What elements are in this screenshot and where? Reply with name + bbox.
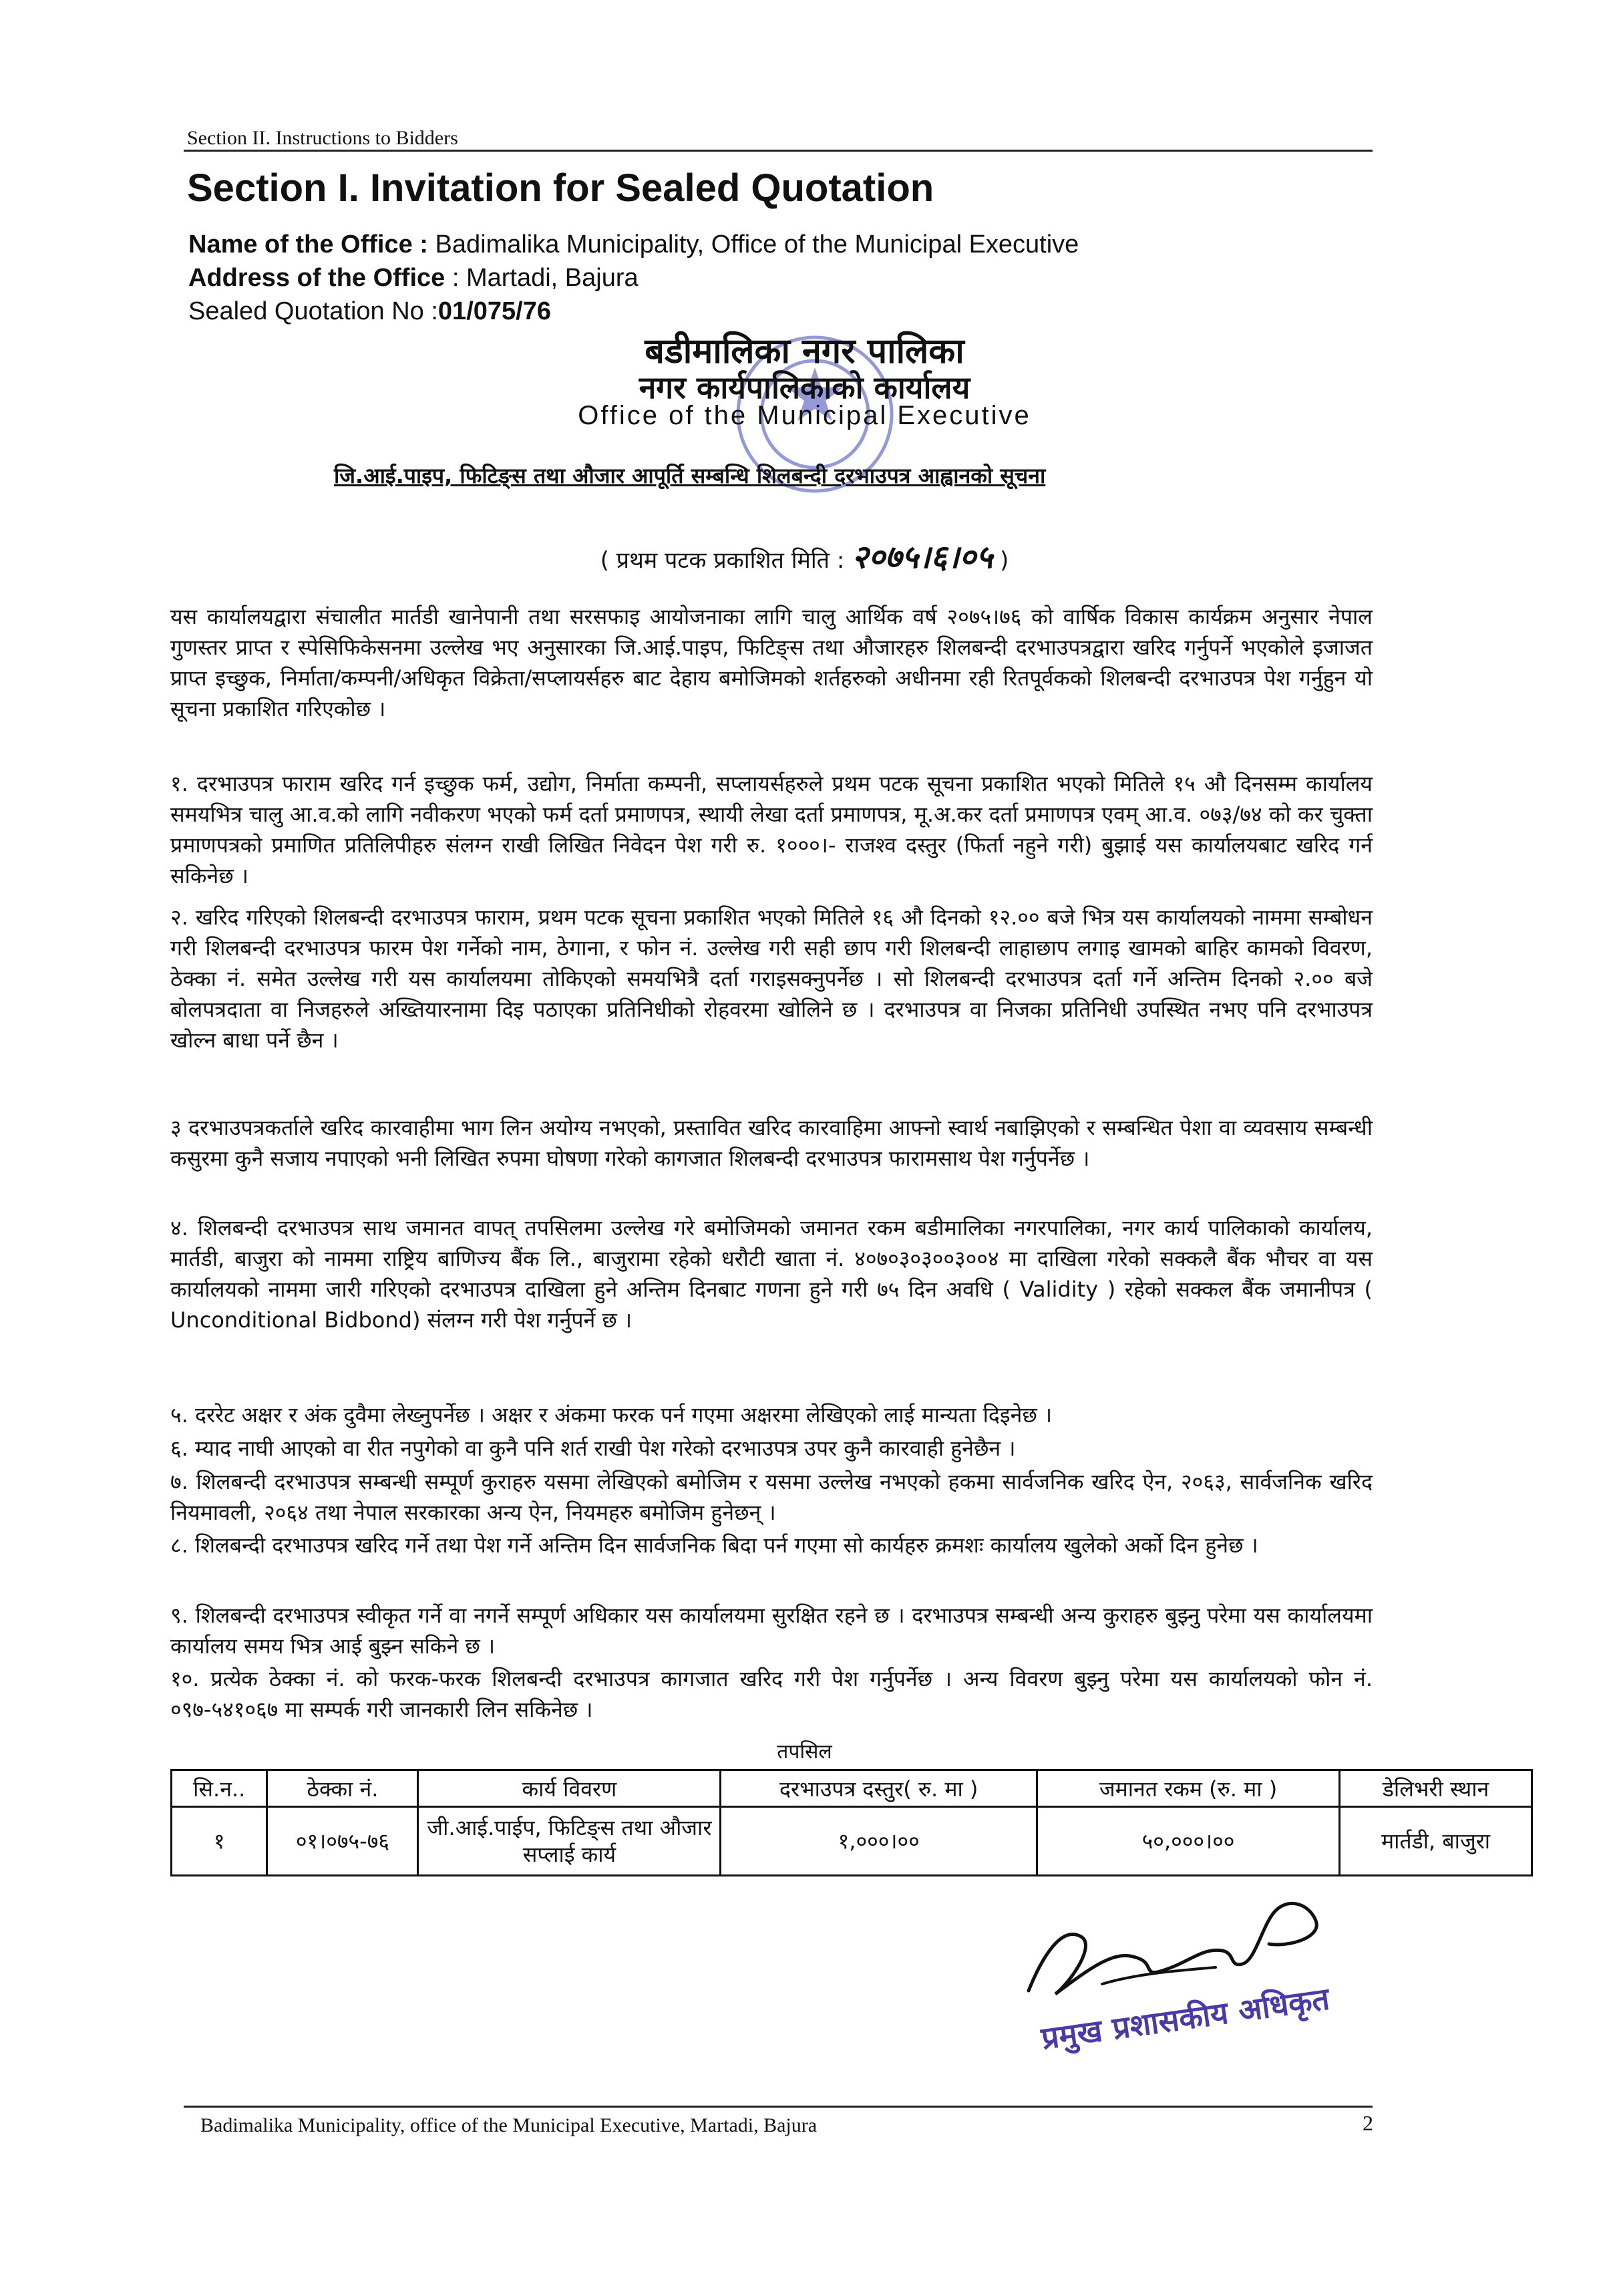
office-address-value: : Martadi, Bajura [452,264,639,292]
schedule-caption: तपसिल [777,1740,832,1764]
clause-10: १०. प्रत्येक ठेक्का नं. को फरक-फरक शिलबन्दी दरभाउपत्र कागजात खरिद गरी पेश गर्नुपर्नेछ । अन्य विवरण बुझ्नु परेमा यस कार्यालयको फोन नं. ०९७-५४१०६७ मा सम्पर्क गरी जानकारी लिन सकिनेछ । [170,1666,1373,1722]
col-header-sn: सि.न.. [172,1770,267,1807]
section-title: Section I. Invitation for Sealed Quotation [187,166,934,210]
office-address-line [188,264,639,293]
col-header-bid-fee: दरभाउपत्र दस्तुर( रु. मा ) [721,1770,1037,1807]
table-row [172,1807,1532,1876]
office-name-english: Office of the Municipal Executive [578,401,1031,430]
cell-bid-fee: १,०००।०० [721,1807,1037,1876]
cell-work-description: जी.आई.पाईप, फिटिङ्स तथा औजार सप्लाई कार्य [418,1807,721,1876]
footer-rule [184,2106,1373,2108]
quotation-number-line [188,297,551,326]
clause-3: ३ दरभाउपत्रकर्ताले खरिद कारवाहीमा भाग लिन अयोग्य नभएको, प्रस्तावित खरिद कारवाहिमा आफ्नो स्वार्थ नबाझिएको र सम्बन्धित पेशा वा व्यवसाय सम्बन्धी कसुरमा कुनै सजाय नपाएको भनी लिखित रुपमा घोषणा गरेको कागजात शिलबन्दी दरभाउपत्र फारामसाथ पेश गर्नुपर्नेछ । [170,1115,1373,1171]
schedule-table [170,1769,1533,1876]
clause-6: ६. म्याद नाघी आएको वा रीत नपुगेको वा कुनै पनि शर्त राखी पेश गरेको दरभाउपत्र उपर कुनै कारवाही हुनेछैन । [170,1436,1016,1461]
cell-sn: १ [172,1807,267,1876]
col-header-delivery-location: डेलिभरी स्थान [1340,1770,1532,1807]
office-name-line [188,230,1079,259]
clause-4: ४. शिलबन्दी दरभाउपत्र साथ जमानत वापत् तपसिलमा उल्लेख गरे बमोजिमको जमानत रकम बडीमालिका नगरपालिका, नगर कार्य पालिकाको कार्यालय, मार्तडी, बाजुरा को नाममा राष्ट्रिय बाणिज्य बैंक लि., बाजुरामा रहेको धरौटी खाता नं. ४०७०३०३००३००४ मा दाखिला गरेको सक्कलै बैंक भौचर वा यस कार्यालयको नाममा जारी गरिएको दरभाउपत्र दाखिला हुने अन्तिम दिनबाट गणना हुने गरी ७५ दिन अवधि ( Validity ) रहेको सक्कल बैंक जमानीपत्र ( Unconditional Bidbond) संलग्न गरी पेश गर्नुपर्ने छ । [170,1215,1373,1333]
office-address-label: Address of the Office [188,264,445,292]
running-header: Section II. Instructions to Bidders [187,127,458,149]
clause-5: ५. दररेट अक्षर र अंक दुवैमा लेख्नुपर्नेछ । अक्षर र अंकमा फरक पर्न गएमा अक्षरमा लेखिएको लाई मान्यता दिइनेछ । [170,1402,1053,1428]
col-header-contract-no: ठेक्का नं. [267,1770,418,1807]
clause-2: २. खरिद गरिएको शिलबन्दी दरभाउपत्र फाराम, प्रथम पटक सूचना प्रकाशित भएको मितिले १६ औ दिनको १२.०० बजे भित्र यस कार्यालयको नाममा सम्बोधन गरी शिलबन्दी दरभाउपत्र फारम पेश गर्नेको नाम, ठेगाना, र फोन नं. उल्लेख गरी सही छाप गरी शिलबन्दी लाहाछाप लगाइ खामको बाहिर कामको विवरण, ठेक्का नं. समेत उल्लेख गरी यस कार्यालयमा तोकिएको समयभित्रै दर्ता गराइसक्नुपर्नेछ । सो शिलबन्दी दरभाउपत्र दर्ता गर्ने अन्तिम दिनको २.०० बजे बोलपत्रदाता वा निजहरुले अख्तियारनामा दिइ पठाएका प्रतिनिधीको रोहवरमा खोलिने छ । दरभाउपत्र वा निजका प्रतिनिधी उपस्थित नभए पनि दरभाउपत्र खोल्न बाधा पर्ने छैन । [170,905,1373,1053]
cell-contract-no: ०१।०७५-७६ [267,1807,418,1876]
publication-date-suffix: ) [993,547,1009,574]
office-name-label: Name of the Office : [188,230,428,259]
footer-text: Badimalika Municipality, office of the Municipal Executive, Martadi, Bajura [200,2114,818,2136]
col-header-security-amount: जमानत रकम (रु. मा ) [1037,1770,1340,1807]
clause-7: ७. शिलबन्दी दरभाउपत्र सम्बन्धी सम्पूर्ण कुराहरु यसमा लेखिएको बमोजिम र यसमा उल्लेख नभएको हकमा सार्वजनिक खरिद ऐन, २०६३, सार्वजनिक खरिद नियमावली, २०६४ तथा नेपाल सरकारका अन्य ऐन, नियमहरु बमोजिम हुनेछन् । [170,1469,1373,1525]
designation-stamp: प्रमुख प्रशासकीय अधिकृत [1039,1980,1332,2057]
quotation-number-value: 01/075/76 [437,297,551,325]
publication-date-prefix: ( प्रथम पटक प्रकाशित मिति : [600,547,852,574]
organization-name: बडीमालिका नगर पालिका [645,331,964,371]
office-name-nepali: नगर कार्यपालिकाको कार्यालय [639,369,970,405]
header-rule [184,150,1373,152]
publication-date-line [0,534,1609,578]
page-number: 2 [1363,2111,1373,2135]
cell-delivery-location: मार्तडी, बाजुरा [1340,1807,1532,1876]
publication-date-value: २०७५।६।०५ [852,538,993,576]
notice-title: जि.आई.पाइप, फिटिङ्स तथा औजार आपूर्ति सम्बन्धि शिलबन्दी दरभाउपत्र आह्वानको सूचना [334,463,1046,488]
intro-paragraph: यस कार्यालयद्वारा संचालीत मार्तडी खानेपानी तथा सरसफाइ आयोजनाका लागि चालु आर्थिक वर्ष २०७५।७६ को वार्षिक विकास कार्यक्रम अनुसार नेपाल गुणस्तर प्राप्त र स्पेसिफिकेसनमा उल्लेख भए अनुसारका जि.आई.पाइप, फिटिङ्स तथा औजारहरु शिलबन्दी दरभाउपत्रद्वारा खरिद गर्नुपर्ने भएकोले इजाजत प्राप्त इच्छुक, निर्माता/कम्पनी/अधिकृत विक्रेता/सप्लायर्सहरु बाट देहाय बमोजिमको शर्तहरुको अधीनमा रही रितपूर्वकको शिलबन्दी दरभाउपत्र पेश गर्नुहुन यो सूचना प्रकाशित गरिएकोछ । [170,604,1373,721]
office-name-value: Badimalika Municipality, Office of the Municipal Executive [435,230,1079,259]
schedule-header-row [172,1770,1532,1807]
cell-security-amount: ५०,०००।०० [1037,1807,1340,1876]
clause-8: ८. शिलबन्दी दरभाउपत्र खरिद गर्ने तथा पेश गर्ने अन्तिम दिन सार्वजनिक बिदा पर्न गएमा सो कार्यहरु क्रमशः कार्यालय खुलेको अर्को दिन हुनेछ । [170,1532,1258,1558]
quotation-number-label: Sealed Quotation No : [188,297,438,325]
clause-1: १. दरभाउपत्र फाराम खरिद गर्न इच्छुक फर्म, उद्योग, निर्माता कम्पनी, सप्लायर्सहरुले प्रथम पटक सूचना प्रकाशित भएको मितिले १५ औ दिनसम्म कार्यालय समयभित्र चालु आ.व.को लागि नवीकरण भएको फर्म दर्ता प्रमाणपत्र, स्थायी लेखा दर्ता प्रमाणपत्र, मू.अ.कर दर्ता प्रमाणपत्र एवम् आ.व. ०७३/७४ को कर चुक्ता प्रमाणपत्रको प्रमाणित प्रतिलिपीहरु संलग्न राखी लिखित निवेदन पेश गरी रु. १०००।- राजश्व दस्तुर (फिर्ता नहुने गरी) बुझाई यस कार्यालयबाट खरिद गर्न सकिनेछ । [170,771,1373,888]
col-header-work-description: कार्य विवरण [418,1770,721,1807]
clause-9: ९. शिलबन्दी दरभाउपत्र स्वीकृत गर्ने वा नगर्ने सम्पूर्ण अधिकार यस कार्यालयमा सुरक्षित रहने छ । दरभाउपत्र सम्बन्धी अन्य कुराहरु बुझ्नु परेमा यस कार्यालयमा कार्यालय समय भित्र आई बुझ्न सकिने छ । [170,1603,1373,1659]
